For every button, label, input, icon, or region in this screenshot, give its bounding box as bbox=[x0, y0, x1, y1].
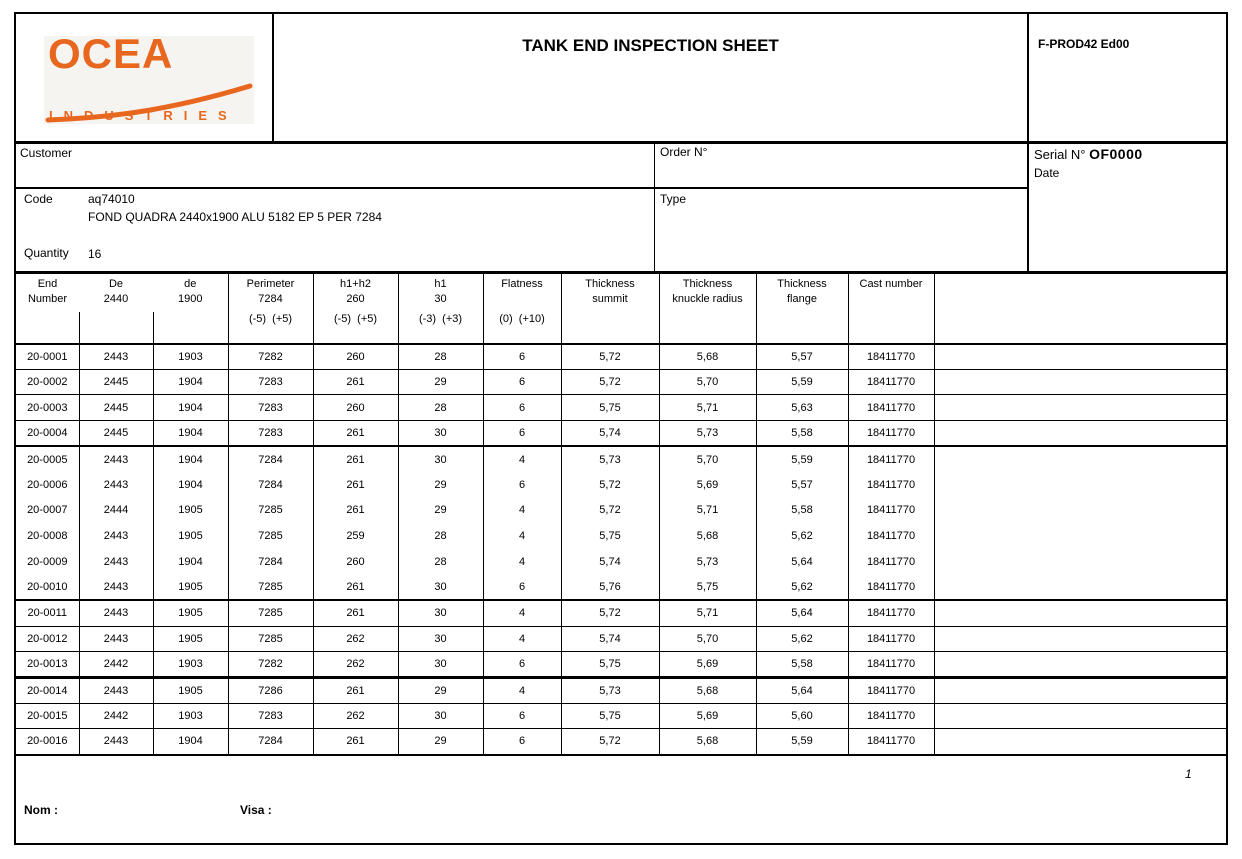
table-cell: 20-0013 bbox=[15, 652, 79, 678]
table-cell: 18411770 bbox=[848, 575, 934, 601]
table-cell: 5,62 bbox=[756, 523, 848, 549]
table-cell: 20-0006 bbox=[15, 472, 79, 498]
table-cell: 20-0008 bbox=[15, 523, 79, 549]
table-row bbox=[15, 600, 1227, 626]
page-title: TANK END INSPECTION SHEET bbox=[522, 36, 779, 55]
table-cell: 2443 bbox=[79, 472, 153, 498]
table-cell: 7283 bbox=[228, 703, 313, 729]
table-cell bbox=[934, 472, 1227, 498]
table-cell: 7284 bbox=[228, 729, 313, 755]
table-cell: 5,70 bbox=[659, 369, 756, 395]
table-cell: 2445 bbox=[79, 395, 153, 421]
table-row bbox=[15, 498, 1227, 524]
table-cell: 4 bbox=[483, 549, 561, 575]
table-cell: 30 bbox=[398, 652, 483, 678]
table-cell: 2443 bbox=[79, 549, 153, 575]
table-row bbox=[15, 523, 1227, 549]
table-cell: 7283 bbox=[228, 421, 313, 447]
table-cell: 20-0015 bbox=[15, 703, 79, 729]
table-cell: 261 bbox=[313, 729, 398, 755]
table-cell: 30 bbox=[398, 446, 483, 472]
table-cell: 7285 bbox=[228, 600, 313, 626]
column-header bbox=[934, 273, 1227, 344]
table-cell: 2442 bbox=[79, 652, 153, 678]
table-cell: 18411770 bbox=[848, 600, 934, 626]
table-cell bbox=[934, 549, 1227, 575]
table-cell: 1905 bbox=[153, 523, 228, 549]
serial-value: OF0000 bbox=[1089, 146, 1143, 162]
table-cell: 1905 bbox=[153, 575, 228, 601]
table-cell: 5,68 bbox=[659, 344, 756, 370]
table-cell: 261 bbox=[313, 369, 398, 395]
table-cell: 29 bbox=[398, 677, 483, 703]
table-cell: 7284 bbox=[228, 446, 313, 472]
quantity-value: 16 bbox=[88, 247, 102, 261]
quantity-label: Quantity bbox=[24, 246, 69, 260]
code-value: aq74010 bbox=[88, 192, 135, 206]
table-cell: 7285 bbox=[228, 626, 313, 652]
table-cell: 7284 bbox=[228, 549, 313, 575]
table-cell: 20-0012 bbox=[15, 626, 79, 652]
column-header: Cast number bbox=[848, 273, 934, 344]
table-cell: 20-0010 bbox=[15, 575, 79, 601]
table-cell: 7285 bbox=[228, 575, 313, 601]
table-header-row bbox=[15, 273, 1227, 344]
table-cell: 6 bbox=[483, 369, 561, 395]
table-cell: 1903 bbox=[153, 344, 228, 370]
table-cell: 1905 bbox=[153, 626, 228, 652]
table-cell: 18411770 bbox=[848, 446, 934, 472]
table-cell: 18411770 bbox=[848, 729, 934, 755]
table-cell: 261 bbox=[313, 446, 398, 472]
table-cell: 5,64 bbox=[756, 600, 848, 626]
table-cell: 5,59 bbox=[756, 729, 848, 755]
column-header: Thickness summit bbox=[561, 273, 659, 344]
serial-label: Serial N° bbox=[1034, 147, 1086, 162]
table-cell: 5,59 bbox=[756, 446, 848, 472]
table-row bbox=[15, 729, 1227, 755]
table-cell: 260 bbox=[313, 549, 398, 575]
table-cell: 29 bbox=[398, 498, 483, 524]
table-cell: 18411770 bbox=[848, 395, 934, 421]
customer-label: Customer bbox=[20, 146, 73, 160]
table-cell: 2443 bbox=[79, 677, 153, 703]
table-cell: 261 bbox=[313, 677, 398, 703]
table-cell: 30 bbox=[398, 421, 483, 447]
table-cell: 261 bbox=[313, 575, 398, 601]
table-cell: 18411770 bbox=[848, 498, 934, 524]
table-cell: 7284 bbox=[228, 472, 313, 498]
table-cell: 18411770 bbox=[848, 677, 934, 703]
table-cell: 2445 bbox=[79, 369, 153, 395]
table-cell: 6 bbox=[483, 575, 561, 601]
table-cell: 5,58 bbox=[756, 421, 848, 447]
table-cell: 2443 bbox=[79, 626, 153, 652]
table-cell: 18411770 bbox=[848, 652, 934, 678]
table-cell: 5,70 bbox=[659, 446, 756, 472]
table-cell: 261 bbox=[313, 421, 398, 447]
table-cell: 20-0007 bbox=[15, 498, 79, 524]
table-cell: 1904 bbox=[153, 395, 228, 421]
table-cell: 1904 bbox=[153, 729, 228, 755]
table-cell: 20-0009 bbox=[15, 549, 79, 575]
table-cell: 5,64 bbox=[756, 549, 848, 575]
table-cell bbox=[934, 369, 1227, 395]
table-cell: 5,70 bbox=[659, 626, 756, 652]
table-cell: 18411770 bbox=[848, 472, 934, 498]
table-cell bbox=[934, 703, 1227, 729]
table-row bbox=[15, 421, 1227, 447]
table-cell: 4 bbox=[483, 626, 561, 652]
table-cell: 28 bbox=[398, 523, 483, 549]
table-cell: 5,57 bbox=[756, 472, 848, 498]
table-cell: 5,69 bbox=[659, 703, 756, 729]
table-row bbox=[15, 703, 1227, 729]
table-cell: 1903 bbox=[153, 652, 228, 678]
table-cell: 29 bbox=[398, 472, 483, 498]
table-cell: 4 bbox=[483, 677, 561, 703]
table-cell: 1904 bbox=[153, 446, 228, 472]
table-cell: 1905 bbox=[153, 498, 228, 524]
nom-label: Nom : bbox=[24, 803, 58, 817]
table-cell: 7283 bbox=[228, 395, 313, 421]
table-cell: 5,72 bbox=[561, 600, 659, 626]
table-cell: 2445 bbox=[79, 421, 153, 447]
table-cell: 29 bbox=[398, 369, 483, 395]
table-cell: 5,75 bbox=[561, 652, 659, 678]
table-cell: 7282 bbox=[228, 344, 313, 370]
table-row bbox=[15, 395, 1227, 421]
table-cell: 18411770 bbox=[848, 626, 934, 652]
table-cell: 20-0014 bbox=[15, 677, 79, 703]
divider-logo-title bbox=[272, 12, 274, 143]
table-cell: 4 bbox=[483, 446, 561, 472]
table-cell: 18411770 bbox=[848, 703, 934, 729]
column-header: Perimeter 7284 (-5) (+5) bbox=[228, 273, 313, 344]
table-cell bbox=[934, 395, 1227, 421]
table-cell: 5,59 bbox=[756, 369, 848, 395]
column-header: Thickness knuckle radius bbox=[659, 273, 756, 344]
table-cell: 5,74 bbox=[561, 421, 659, 447]
table-cell: 5,72 bbox=[561, 729, 659, 755]
table-cell: 262 bbox=[313, 626, 398, 652]
table-cell: 4 bbox=[483, 523, 561, 549]
table-cell bbox=[934, 729, 1227, 755]
form-reference: F-PROD42 Ed00 bbox=[1038, 37, 1130, 51]
table-cell: 6 bbox=[483, 421, 561, 447]
company-logo bbox=[44, 36, 254, 124]
date-label: Date bbox=[1034, 166, 1060, 180]
table-cell: 1904 bbox=[153, 549, 228, 575]
table-cell bbox=[934, 626, 1227, 652]
table-cell: 260 bbox=[313, 344, 398, 370]
table-cell: 2443 bbox=[79, 344, 153, 370]
table-cell: 5,57 bbox=[756, 344, 848, 370]
divider-customer-code bbox=[14, 187, 1028, 189]
table-row bbox=[15, 472, 1227, 498]
table-row bbox=[15, 677, 1227, 703]
table-cell: 28 bbox=[398, 395, 483, 421]
table-cell: 5,74 bbox=[561, 626, 659, 652]
column-header: De 2440 bbox=[79, 273, 153, 344]
table-cell: 30 bbox=[398, 600, 483, 626]
table-cell: 5,71 bbox=[659, 600, 756, 626]
table-cell: 5,73 bbox=[561, 446, 659, 472]
serial-number bbox=[1034, 146, 1143, 162]
table-cell: 5,58 bbox=[756, 652, 848, 678]
table-cell: 2443 bbox=[79, 729, 153, 755]
table-cell: 1905 bbox=[153, 677, 228, 703]
table-cell: 20-0003 bbox=[15, 395, 79, 421]
table-cell: 262 bbox=[313, 652, 398, 678]
table-cell: 5,62 bbox=[756, 626, 848, 652]
table-cell bbox=[934, 498, 1227, 524]
table-cell: 260 bbox=[313, 395, 398, 421]
table-cell: 30 bbox=[398, 575, 483, 601]
table-cell: 28 bbox=[398, 344, 483, 370]
table-cell: 5,58 bbox=[756, 498, 848, 524]
table-cell: 6 bbox=[483, 729, 561, 755]
table-cell: 5,62 bbox=[756, 575, 848, 601]
table-cell: 5,75 bbox=[659, 575, 756, 601]
order-number-label: Order N° bbox=[660, 145, 708, 159]
table-cell: 5,68 bbox=[659, 677, 756, 703]
table-row bbox=[15, 575, 1227, 601]
table-cell: 5,68 bbox=[659, 523, 756, 549]
table-cell: 7285 bbox=[228, 523, 313, 549]
table-cell: 6 bbox=[483, 395, 561, 421]
table-cell: 2443 bbox=[79, 523, 153, 549]
table-cell: 261 bbox=[313, 498, 398, 524]
table-cell: 7285 bbox=[228, 498, 313, 524]
table-cell: 5,60 bbox=[756, 703, 848, 729]
column-header: de 1900 bbox=[153, 273, 228, 344]
table-row bbox=[15, 652, 1227, 678]
table-cell: 1904 bbox=[153, 421, 228, 447]
table-cell: 5,63 bbox=[756, 395, 848, 421]
table-cell: 5,69 bbox=[659, 472, 756, 498]
type-label: Type bbox=[660, 192, 687, 206]
table-cell: 20-0011 bbox=[15, 600, 79, 626]
table-cell: 5,72 bbox=[561, 472, 659, 498]
table-cell bbox=[934, 600, 1227, 626]
column-header: Flatness (0) (+10) bbox=[483, 273, 561, 344]
table-cell: 20-0002 bbox=[15, 369, 79, 395]
table-cell: 5,75 bbox=[561, 523, 659, 549]
table-cell: 1904 bbox=[153, 369, 228, 395]
table-cell: 5,73 bbox=[659, 549, 756, 575]
table-cell: 5,75 bbox=[561, 395, 659, 421]
table-cell: 1903 bbox=[153, 703, 228, 729]
table-cell: 4 bbox=[483, 498, 561, 524]
code-description: FOND QUADRA 2440x1900 ALU 5182 EP 5 PER 7284 bbox=[88, 210, 382, 224]
table-cell: 5,72 bbox=[561, 344, 659, 370]
table-cell: 6 bbox=[483, 472, 561, 498]
table-cell: 5,74 bbox=[561, 549, 659, 575]
table-cell: 5,76 bbox=[561, 575, 659, 601]
table-cell: 20-0016 bbox=[15, 729, 79, 755]
table-cell: 18411770 bbox=[848, 523, 934, 549]
table-cell: 5,68 bbox=[659, 729, 756, 755]
table-cell: 5,71 bbox=[659, 395, 756, 421]
table-cell: 261 bbox=[313, 472, 398, 498]
table-cell: 18411770 bbox=[848, 549, 934, 575]
table-cell: 2443 bbox=[79, 446, 153, 472]
table-cell: 20-0004 bbox=[15, 421, 79, 447]
table-cell: 1904 bbox=[153, 472, 228, 498]
table-cell: 6 bbox=[483, 703, 561, 729]
table-cell bbox=[934, 575, 1227, 601]
table-cell: 5,72 bbox=[561, 369, 659, 395]
table-cell bbox=[934, 344, 1227, 370]
logo-brand-text: OCEA bbox=[48, 36, 174, 77]
table-cell: 2443 bbox=[79, 575, 153, 601]
table-cell: 2443 bbox=[79, 600, 153, 626]
table-cell: 4 bbox=[483, 600, 561, 626]
inspection-table bbox=[14, 271, 1228, 756]
logo-tagline-text: INDUSTRIES bbox=[49, 108, 238, 123]
column-header: End Number bbox=[15, 273, 79, 344]
table-row bbox=[15, 626, 1227, 652]
table-cell: 30 bbox=[398, 626, 483, 652]
column-header: h1+h2 260 (-5) (+5) bbox=[313, 273, 398, 344]
table-row bbox=[15, 344, 1227, 370]
table-row bbox=[15, 446, 1227, 472]
table-cell: 2442 bbox=[79, 703, 153, 729]
table-cell: 20-0001 bbox=[15, 344, 79, 370]
table-cell bbox=[934, 523, 1227, 549]
table-cell: 5,72 bbox=[561, 498, 659, 524]
table-cell: 261 bbox=[313, 600, 398, 626]
table-cell bbox=[934, 677, 1227, 703]
page-number: 1 bbox=[1185, 767, 1192, 781]
table-cell: 5,69 bbox=[659, 652, 756, 678]
table-cell: 259 bbox=[313, 523, 398, 549]
table-cell: 28 bbox=[398, 549, 483, 575]
table-cell: 6 bbox=[483, 652, 561, 678]
table-cell: 20-0005 bbox=[15, 446, 79, 472]
visa-label: Visa : bbox=[240, 803, 272, 817]
divider-customer-order bbox=[654, 144, 655, 271]
table-cell bbox=[934, 652, 1227, 678]
column-header: h1 30 (-3) (+3) bbox=[398, 273, 483, 344]
table-cell: 18411770 bbox=[848, 344, 934, 370]
column-header: Thickness flange bbox=[756, 273, 848, 344]
table-cell: 18411770 bbox=[848, 369, 934, 395]
table-cell: 18411770 bbox=[848, 421, 934, 447]
table-cell: 7283 bbox=[228, 369, 313, 395]
table-cell: 262 bbox=[313, 703, 398, 729]
divider-banner-bottom bbox=[14, 141, 1228, 144]
table-cell: 5,73 bbox=[561, 677, 659, 703]
table-cell: 30 bbox=[398, 703, 483, 729]
table-row bbox=[15, 369, 1227, 395]
table-cell: 5,71 bbox=[659, 498, 756, 524]
table-cell: 5,75 bbox=[561, 703, 659, 729]
table-cell: 2444 bbox=[79, 498, 153, 524]
table-cell: 7282 bbox=[228, 652, 313, 678]
table-cell: 5,64 bbox=[756, 677, 848, 703]
table-cell bbox=[934, 421, 1227, 447]
table-cell: 29 bbox=[398, 729, 483, 755]
table-cell: 5,73 bbox=[659, 421, 756, 447]
code-label: Code bbox=[24, 192, 53, 206]
table-cell bbox=[934, 446, 1227, 472]
table-cell: 1905 bbox=[153, 600, 228, 626]
table-row bbox=[15, 549, 1227, 575]
table-cell: 7286 bbox=[228, 677, 313, 703]
table-cell: 6 bbox=[483, 344, 561, 370]
